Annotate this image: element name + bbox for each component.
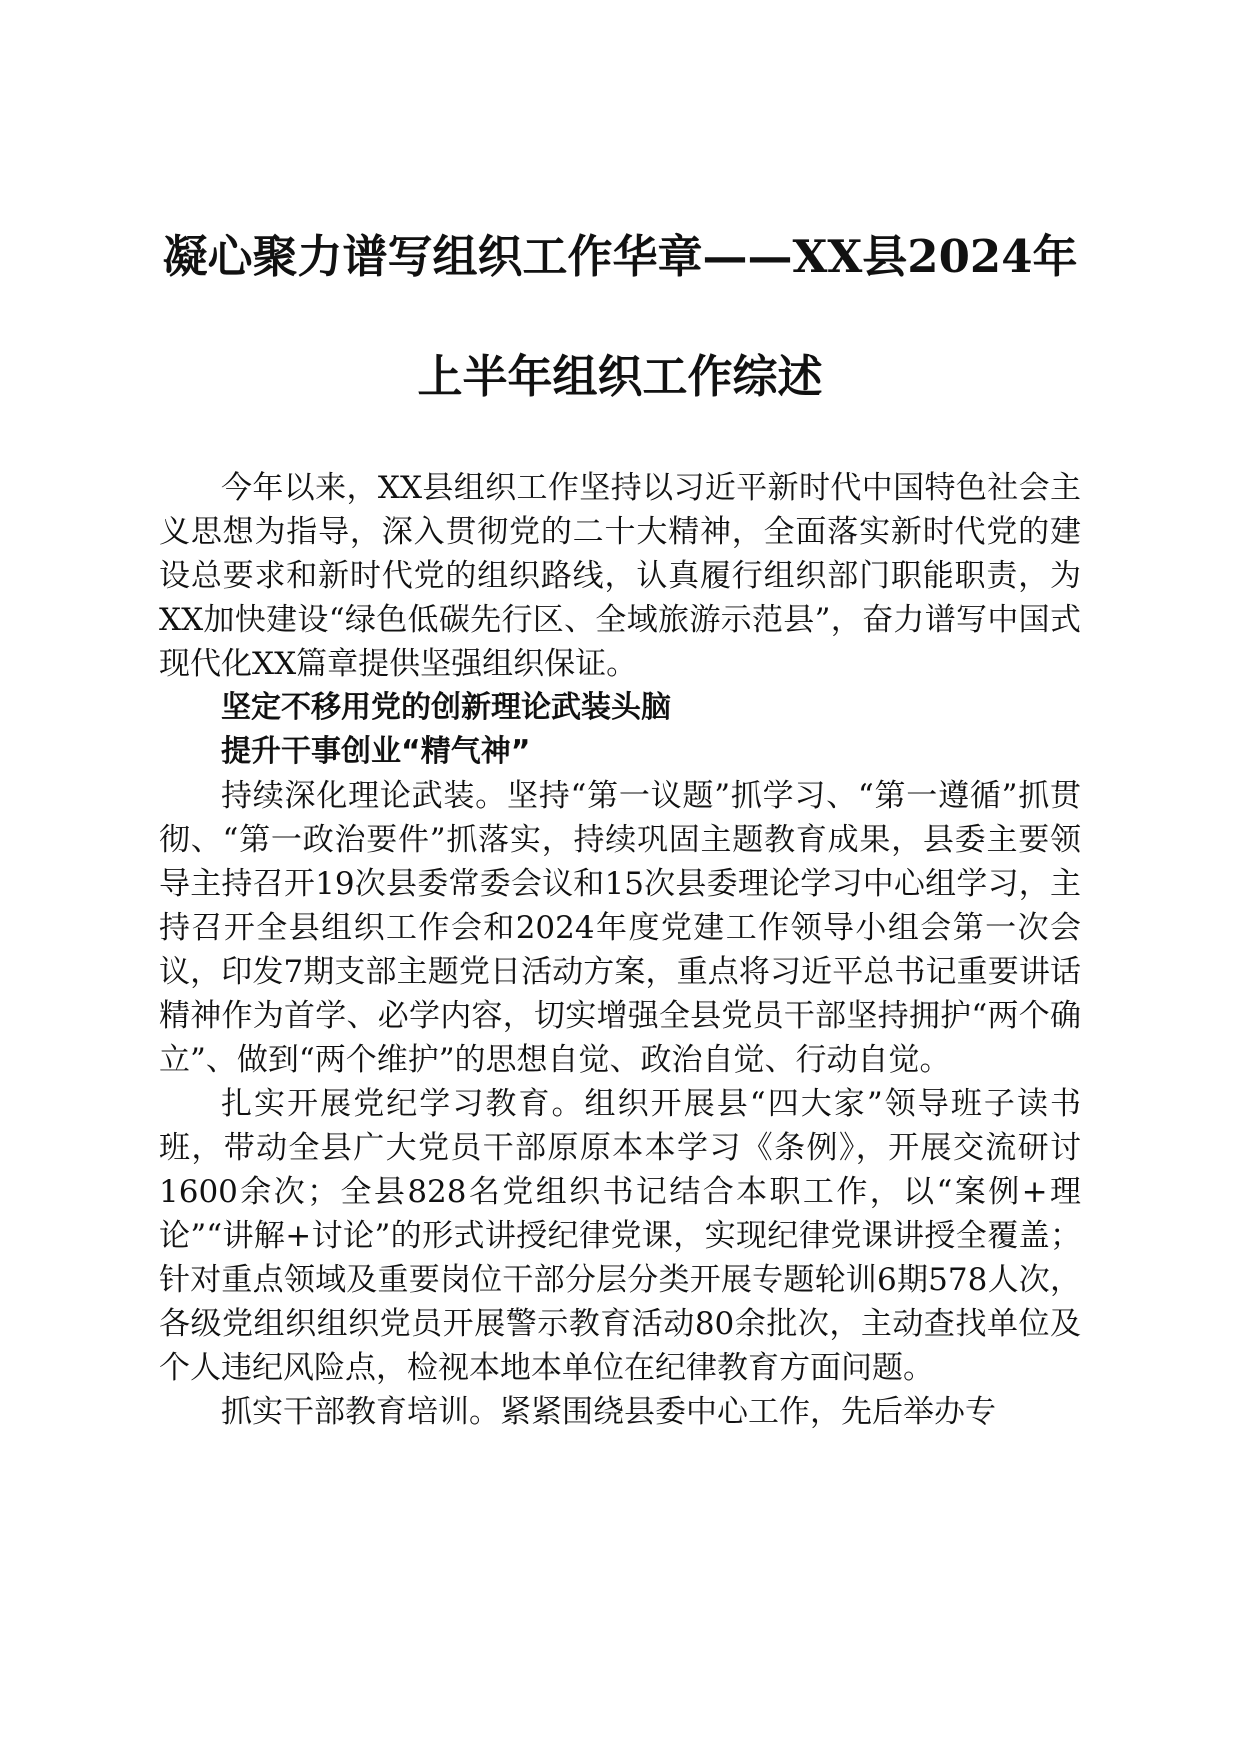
intro-paragraph: 今年以来，XX县组织工作坚持以习近平新时代中国特色社会主义思想为指导，深入贯彻党的二十大精神，全面落实新时代党的建设总要求和新时代党的组织路线，认真履行组织部门职能职责，为XX加快建设“绿色低碳先行区、全域旅游示范县”，奋力谱写中国式现代化XX篇章提供坚强组织保证。 <box>159 470 1081 682</box>
body-paragraph-training: 抓实干部教育培训。紧紧围绕县委中心工作，先后举办专 <box>221 1394 996 1430</box>
section-heading-line-2: 提升干事创业“精气神” <box>221 734 531 769</box>
body-paragraph-discipline: 扎实开展党纪学习教育。组织开展县“四大家”领导班子读书班，带动全县广大党员干部原原本本学习《条例》，开展交流研讨1600余次；全县828名党组织书记结合本职工作，以“案例+理论”“讲解+讨论”的形式讲授纪律党课，实现纪律党课讲授全覆盖；针对重点领域及重要岗位干部分层分类开展专题轮训6期578人次，各级党组织组织党员开展警示教育活动80余批次，主动查找单位及个人违纪风险点，检视本地本单位在纪律教育方面问题。 <box>159 1086 1081 1386</box>
document-body <box>159 466 1081 1434</box>
document-title-line-1: 凝心聚力谱写组织工作华章——XX县2024年 <box>162 230 1078 283</box>
section-heading-line-1: 坚定不移用党的创新理论武装头脑 <box>221 690 671 725</box>
document-title-line-2: 上半年组织工作综述 <box>417 350 823 403</box>
body-paragraph-theory: 持续深化理论武装。坚持“第一议题”抓学习、“第一遵循”抓贯彻、“第一政治要件”抓落实，持续巩固主题教育成果，县委主要领导主持召开19次县委常委会议和15次县委理论学习中心组学习，主持召开全县组织工作会和2024年度党建工作领导小组会第一次会议，印发7期支部主题党日活动方案，重点将习近平总书记重要讲话精神作为首学、必学内容，切实增强全县党员干部坚持拥护“两个确立”、做到“两个维护”的思想自觉、政治自觉、行动自觉。 <box>159 778 1081 1078</box>
